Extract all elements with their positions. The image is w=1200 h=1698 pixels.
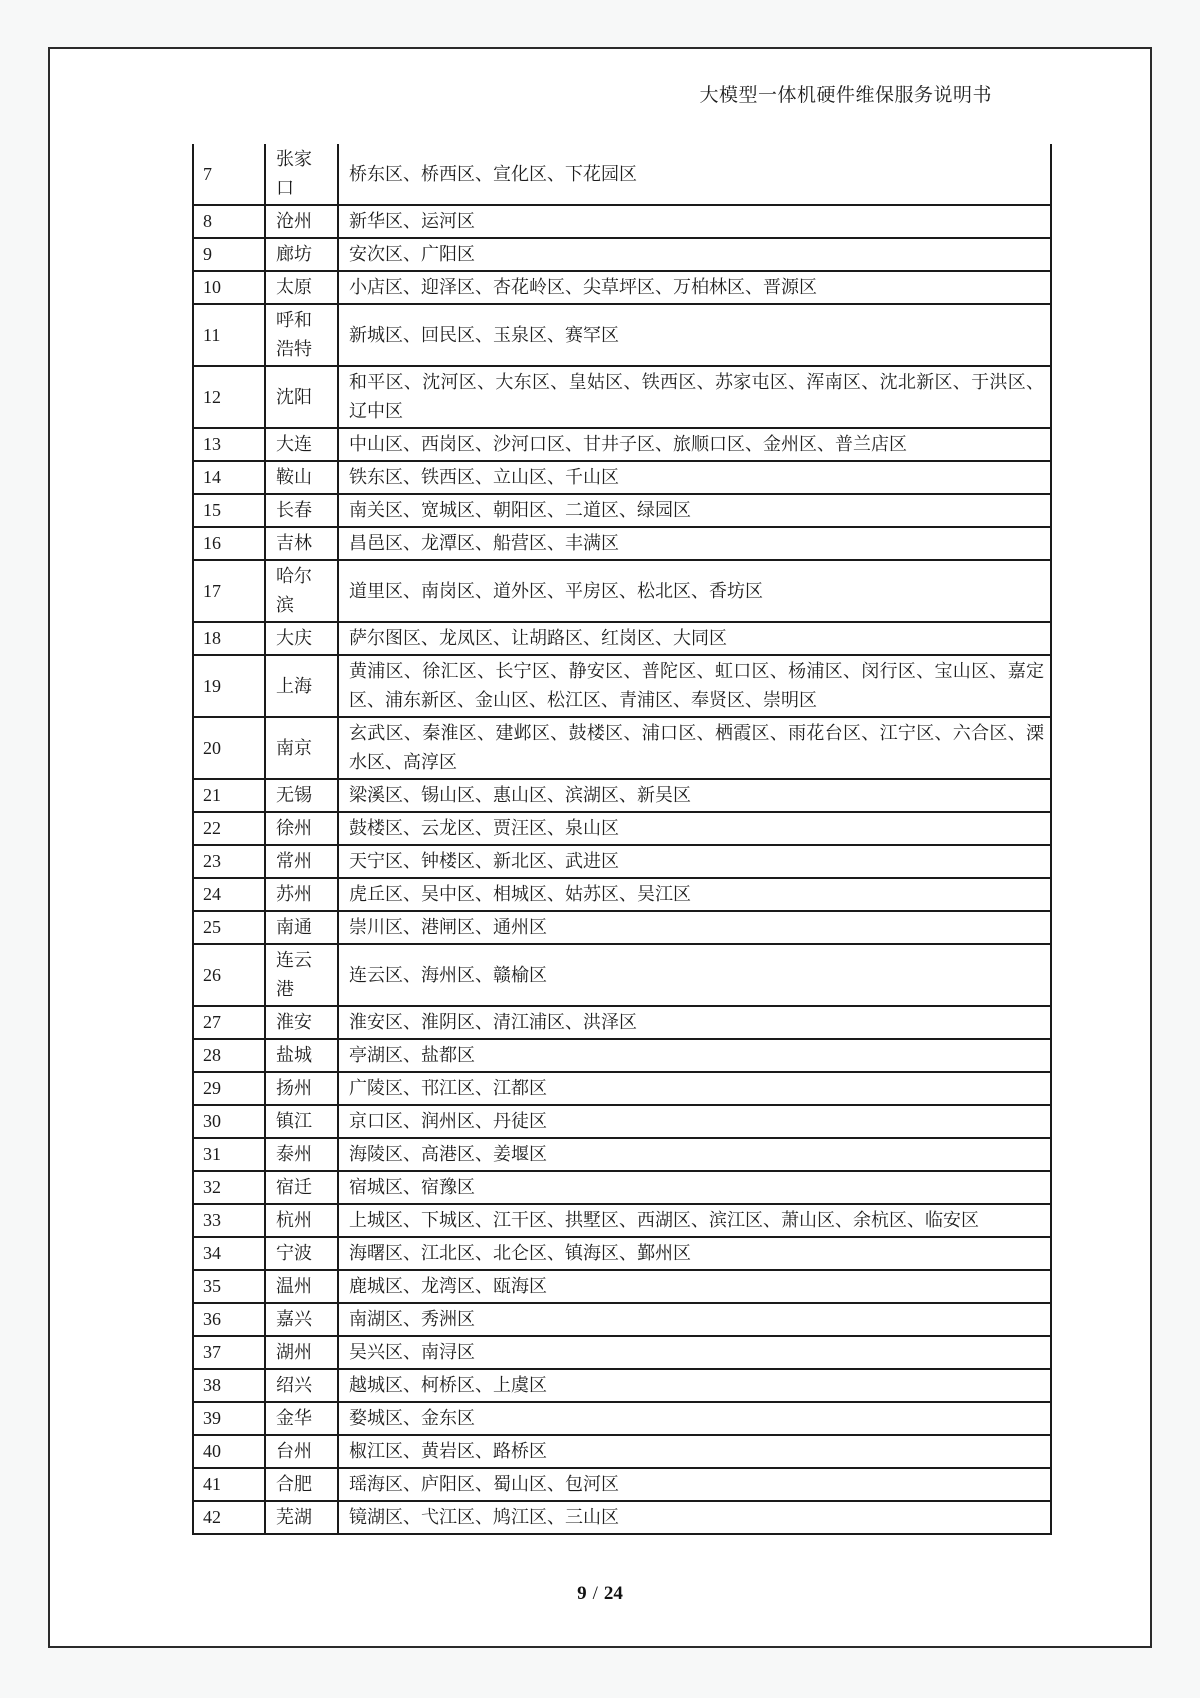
cell-district-list: 新华区、运河区	[338, 205, 1051, 238]
cell-district-list: 越城区、柯桥区、上虞区	[338, 1369, 1051, 1402]
table-row	[193, 1204, 1051, 1237]
cell-city-name: 徐州	[265, 812, 338, 845]
cell-row-number: 18	[193, 622, 265, 655]
cell-district-list: 小店区、迎泽区、杏花岭区、尖草坪区、万柏林区、晋源区	[338, 271, 1051, 304]
cell-row-number: 37	[193, 1336, 265, 1369]
cell-city-name: 长春	[265, 494, 338, 527]
cell-district-list: 桥东区、桥西区、宣化区、下花园区	[338, 144, 1051, 205]
cell-row-number: 33	[193, 1204, 265, 1237]
cell-row-number: 7	[193, 144, 265, 205]
table-row	[193, 622, 1051, 655]
cell-row-number: 38	[193, 1369, 265, 1402]
cell-city-name: 张家口	[265, 144, 338, 205]
footer-page-number: 9	[577, 1583, 587, 1604]
cell-row-number: 23	[193, 845, 265, 878]
cell-row-number: 13	[193, 428, 265, 461]
cell-district-list: 京口区、润州区、丹徒区	[338, 1105, 1051, 1138]
cell-city-name: 宿迁	[265, 1171, 338, 1204]
cell-city-name: 大连	[265, 428, 338, 461]
cell-district-list: 梁溪区、锡山区、惠山区、滨湖区、新吴区	[338, 779, 1051, 812]
cell-row-number: 19	[193, 655, 265, 717]
cell-district-list: 宿城区、宿豫区	[338, 1171, 1051, 1204]
cell-district-list: 铁东区、铁西区、立山区、千山区	[338, 461, 1051, 494]
cell-city-name: 扬州	[265, 1072, 338, 1105]
cell-row-number: 35	[193, 1270, 265, 1303]
table-row	[193, 1435, 1051, 1468]
cell-district-list: 亭湖区、盐都区	[338, 1039, 1051, 1072]
cell-district-list: 崇川区、港闸区、通州区	[338, 911, 1051, 944]
table-row	[193, 717, 1051, 779]
cell-district-list: 安次区、广阳区	[338, 238, 1051, 271]
cell-district-list: 瑶海区、庐阳区、蜀山区、包河区	[338, 1468, 1051, 1501]
cell-city-name: 连云港	[265, 944, 338, 1006]
cell-city-name: 南京	[265, 717, 338, 779]
cell-city-name: 杭州	[265, 1204, 338, 1237]
table-row	[193, 878, 1051, 911]
cell-row-number: 20	[193, 717, 265, 779]
cell-city-name: 沧州	[265, 205, 338, 238]
cell-row-number: 9	[193, 238, 265, 271]
cell-district-list: 道里区、南岗区、道外区、平房区、松北区、香坊区	[338, 560, 1051, 622]
cell-city-name: 盐城	[265, 1039, 338, 1072]
cell-city-name: 常州	[265, 845, 338, 878]
cell-district-list: 淮安区、淮阴区、清江浦区、洪泽区	[338, 1006, 1051, 1039]
cell-row-number: 27	[193, 1006, 265, 1039]
page-footer	[50, 1583, 1150, 1605]
maintenance-table-body	[193, 144, 1051, 1534]
cell-row-number: 17	[193, 560, 265, 622]
cell-city-name: 上海	[265, 655, 338, 717]
footer-separator: /	[592, 1583, 598, 1604]
cell-district-list: 新城区、回民区、玉泉区、赛罕区	[338, 304, 1051, 366]
cell-city-name: 吉林	[265, 527, 338, 560]
cell-city-name: 绍兴	[265, 1369, 338, 1402]
cell-row-number: 32	[193, 1171, 265, 1204]
table-row	[193, 527, 1051, 560]
table-row	[193, 271, 1051, 304]
cell-district-list: 和平区、沈河区、大东区、皇姑区、铁西区、苏家屯区、浑南区、沈北新区、于洪区、辽中区	[338, 366, 1051, 428]
document-header-title: 大模型一体机硬件维保服务说明书	[699, 85, 992, 106]
cell-row-number: 39	[193, 1402, 265, 1435]
table-row	[193, 655, 1051, 717]
cell-district-list: 昌邑区、龙潭区、船营区、丰满区	[338, 527, 1051, 560]
cell-row-number: 22	[193, 812, 265, 845]
table-row	[193, 366, 1051, 428]
cell-city-name: 淮安	[265, 1006, 338, 1039]
table-row	[193, 1336, 1051, 1369]
cell-district-list: 黄浦区、徐汇区、长宁区、静安区、普陀区、虹口区、杨浦区、闵行区、宝山区、嘉定区、浦东新区、金山区、松江区、青浦区、奉贤区、崇明区	[338, 655, 1051, 717]
table-row	[193, 461, 1051, 494]
cell-city-name: 合肥	[265, 1468, 338, 1501]
cell-row-number: 21	[193, 779, 265, 812]
cell-row-number: 10	[193, 271, 265, 304]
cell-city-name: 南通	[265, 911, 338, 944]
cell-city-name: 镇江	[265, 1105, 338, 1138]
cell-district-list: 婺城区、金东区	[338, 1402, 1051, 1435]
cell-row-number: 15	[193, 494, 265, 527]
table-row	[193, 1171, 1051, 1204]
cell-district-list: 连云区、海州区、赣榆区	[338, 944, 1051, 1006]
cell-city-name: 芜湖	[265, 1501, 338, 1534]
cell-city-name: 温州	[265, 1270, 338, 1303]
cell-row-number: 8	[193, 205, 265, 238]
table-row	[193, 812, 1051, 845]
table-row	[193, 1369, 1051, 1402]
cell-district-list: 吴兴区、南浔区	[338, 1336, 1051, 1369]
table-row	[193, 1303, 1051, 1336]
cell-district-list: 玄武区、秦淮区、建邺区、鼓楼区、浦口区、栖霞区、雨花台区、江宁区、六合区、溧水区、高淳区	[338, 717, 1051, 779]
cell-city-name: 廊坊	[265, 238, 338, 271]
cell-row-number: 29	[193, 1072, 265, 1105]
table-row	[193, 944, 1051, 1006]
cell-row-number: 36	[193, 1303, 265, 1336]
table-row	[193, 1237, 1051, 1270]
cell-city-name: 泰州	[265, 1138, 338, 1171]
cell-city-name: 哈尔滨	[265, 560, 338, 622]
table-row	[193, 911, 1051, 944]
table-row	[193, 428, 1051, 461]
cell-city-name: 太原	[265, 271, 338, 304]
table-row	[193, 1138, 1051, 1171]
cell-district-list: 鼓楼区、云龙区、贾汪区、泉山区	[338, 812, 1051, 845]
city-district-table	[192, 144, 1052, 1535]
cell-district-list: 广陵区、邗江区、江都区	[338, 1072, 1051, 1105]
cell-row-number: 12	[193, 366, 265, 428]
cell-city-name: 无锡	[265, 779, 338, 812]
cell-row-number: 14	[193, 461, 265, 494]
cell-district-list: 镜湖区、弋江区、鸠江区、三山区	[338, 1501, 1051, 1534]
cell-row-number: 42	[193, 1501, 265, 1534]
cell-row-number: 34	[193, 1237, 265, 1270]
cell-city-name: 金华	[265, 1402, 338, 1435]
table-row	[193, 205, 1051, 238]
cell-city-name: 湖州	[265, 1336, 338, 1369]
table-row	[193, 779, 1051, 812]
table-row	[193, 238, 1051, 271]
cell-district-list: 中山区、西岗区、沙河口区、甘井子区、旅顺口区、金州区、普兰店区	[338, 428, 1051, 461]
cell-row-number: 26	[193, 944, 265, 1006]
table-row	[193, 845, 1051, 878]
table-row	[193, 1072, 1051, 1105]
cell-row-number: 16	[193, 527, 265, 560]
cell-district-list: 萨尔图区、龙凤区、让胡路区、红岗区、大同区	[338, 622, 1051, 655]
cell-city-name: 台州	[265, 1435, 338, 1468]
cell-row-number: 41	[193, 1468, 265, 1501]
cell-district-list: 南湖区、秀洲区	[338, 1303, 1051, 1336]
cell-district-list: 鹿城区、龙湾区、瓯海区	[338, 1270, 1051, 1303]
cell-city-name: 沈阳	[265, 366, 338, 428]
cell-city-name: 呼和浩特	[265, 304, 338, 366]
cell-city-name: 鞍山	[265, 461, 338, 494]
cell-row-number: 31	[193, 1138, 265, 1171]
cell-district-list: 南关区、宽城区、朝阳区、二道区、绿园区	[338, 494, 1051, 527]
cell-row-number: 25	[193, 911, 265, 944]
table-row	[193, 1105, 1051, 1138]
cell-row-number: 24	[193, 878, 265, 911]
cell-city-name: 嘉兴	[265, 1303, 338, 1336]
cell-row-number: 11	[193, 304, 265, 366]
page-frame	[48, 47, 1152, 1648]
cell-row-number: 30	[193, 1105, 265, 1138]
table-row	[193, 1501, 1051, 1534]
cell-city-name: 苏州	[265, 878, 338, 911]
cell-city-name: 宁波	[265, 1237, 338, 1270]
table-row	[193, 1006, 1051, 1039]
cell-district-list: 椒江区、黄岩区、路桥区	[338, 1435, 1051, 1468]
cell-district-list: 海陵区、高港区、姜堰区	[338, 1138, 1051, 1171]
table-row	[193, 1270, 1051, 1303]
cell-district-list: 上城区、下城区、江干区、拱墅区、西湖区、滨江区、萧山区、余杭区、临安区	[338, 1204, 1051, 1237]
cell-row-number: 40	[193, 1435, 265, 1468]
cell-district-list: 海曙区、江北区、北仑区、镇海区、鄞州区	[338, 1237, 1051, 1270]
table-row	[193, 560, 1051, 622]
cell-city-name: 大庆	[265, 622, 338, 655]
table-row	[193, 1402, 1051, 1435]
table-row	[193, 494, 1051, 527]
table-row	[193, 1039, 1051, 1072]
table-row	[193, 304, 1051, 366]
table-row	[193, 1468, 1051, 1501]
footer-total-pages: 24	[603, 1583, 623, 1604]
cell-row-number: 28	[193, 1039, 265, 1072]
cell-district-list: 天宁区、钟楼区、新北区、武进区	[338, 845, 1051, 878]
cell-district-list: 虎丘区、吴中区、相城区、姑苏区、吴江区	[338, 878, 1051, 911]
table-row	[193, 144, 1051, 205]
